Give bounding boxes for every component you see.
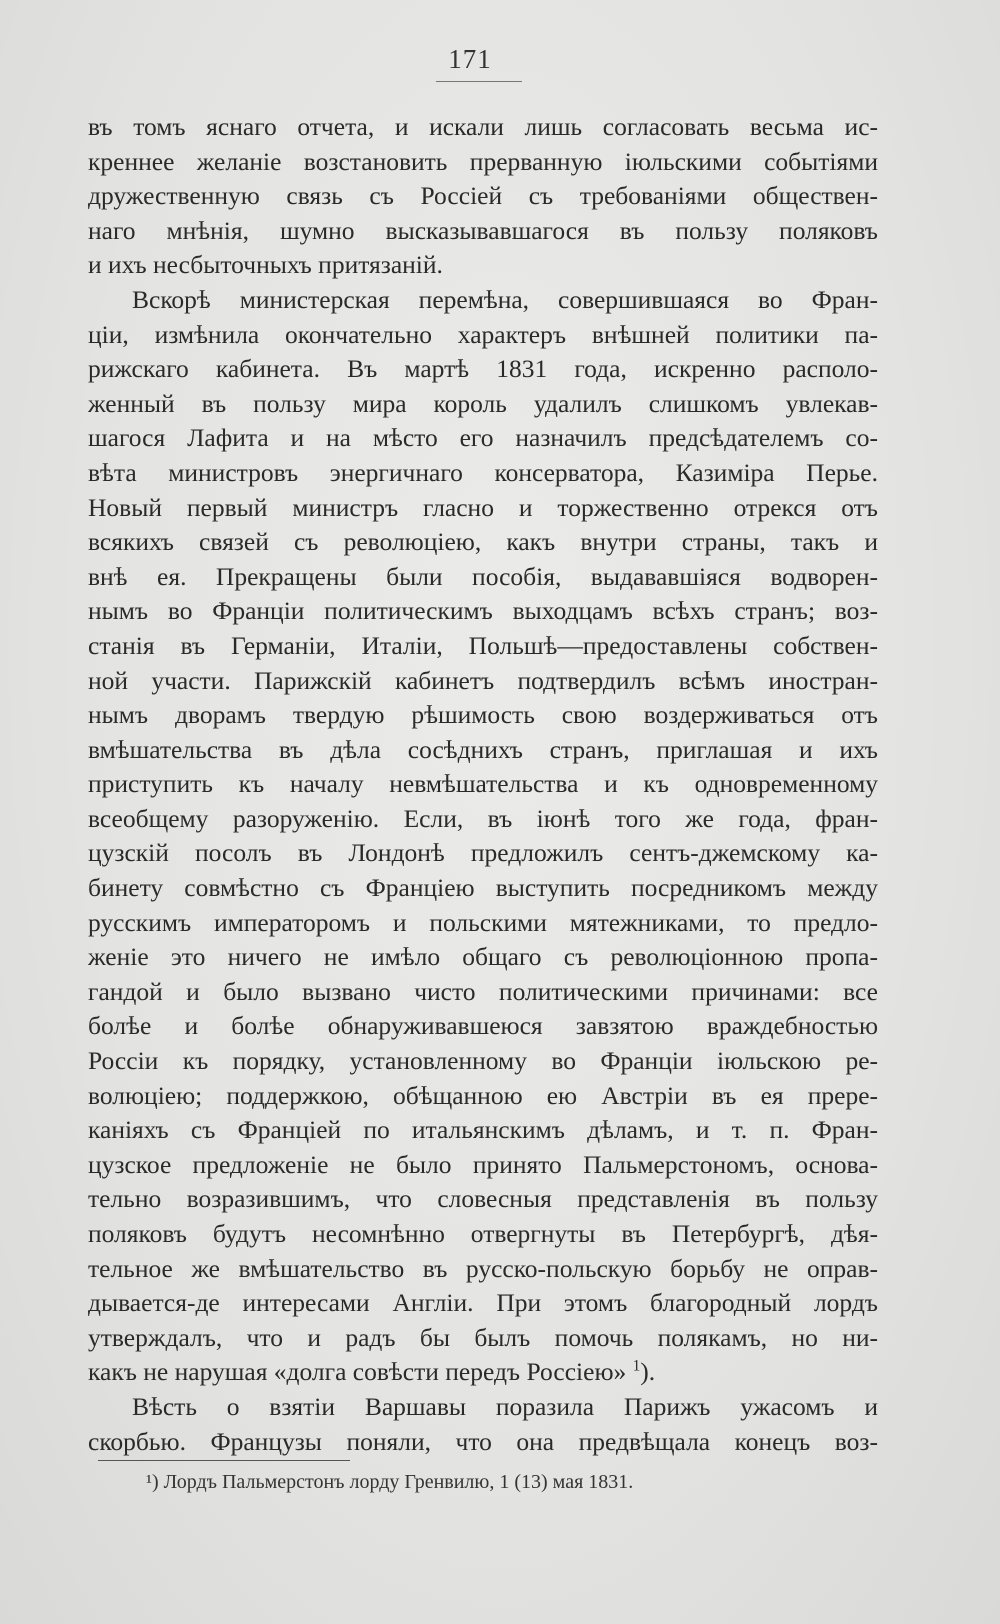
- text-line-content: ной участи. Парижскій кабинетъ подтвердилъ всѣмъ иностран-: [88, 665, 878, 695]
- text-line: [88, 387, 878, 422]
- text-line-content: женный въ пользу мира король удалилъ слишкомъ увлекав-: [88, 388, 878, 418]
- text-line-content: станія въ Германіи, Италіи, Польшѣ—предоставлены собствен-: [88, 630, 878, 660]
- text-line: [88, 1148, 878, 1183]
- text-line: [88, 525, 878, 560]
- text-line: [88, 145, 878, 180]
- text-line-content: женіе это ничего не имѣло общаго съ революціонною пропа-: [88, 942, 878, 972]
- text-line: [88, 802, 878, 837]
- text-line-content: скорбью. Французы поняли, что она предвѣщала конецъ воз-: [88, 1426, 878, 1456]
- text-line: [88, 871, 878, 906]
- text-line: [88, 1009, 878, 1044]
- text-line-content: дывается-де интересами Англіи. При этомъ благородный лордъ: [88, 1288, 878, 1318]
- text-line-content: тельное же вмѣшательство въ русско-польскую борьбу не оправ-: [88, 1253, 878, 1283]
- text-line: [88, 491, 878, 526]
- text-line: [88, 629, 878, 664]
- text-line-content: Россіи къ порядку, установленному во Франціи іюльскою ре-: [88, 1046, 878, 1076]
- footnote-divider: [98, 1460, 350, 1461]
- text-line: [88, 940, 878, 975]
- text-line: [88, 1044, 878, 1079]
- text-line-content: волюціею; поддержкою, обѣщанною ею Австріи въ ея прере-: [88, 1080, 878, 1110]
- text-line-content: Вѣсть о взятіи Варшавы поразила Парижъ ужасомъ и: [132, 1391, 878, 1421]
- text-line-content: цузскій посолъ въ Лондонѣ предложилъ сентъ-джемскому ка-: [88, 838, 878, 868]
- text-line-content: ціи, измѣнила окончательно характеръ внѣшней политики па-: [88, 319, 878, 349]
- text-line: [88, 1286, 878, 1321]
- footnote-text: Лордъ Пальмерстонъ лорду Гренвилю, 1 (13) мая 1831.: [163, 1471, 634, 1493]
- text-line: [88, 1355, 878, 1390]
- text-line-content: бинету совмѣстно съ Франціею выступить посредникомъ между: [88, 873, 878, 903]
- footnote-reference-close: ).: [640, 1357, 656, 1387]
- text-line-content: дружественную связь съ Россіей съ требованіями обществен-: [88, 181, 878, 211]
- text-line-content: Вскорѣ министерская перемѣна, совершившаяся во Фран-: [132, 284, 878, 314]
- text-line-content: какъ не нарушая «долга совѣсти передъ Россіею»: [88, 1357, 627, 1387]
- text-line-content: нымъ во Франціи политическимъ выходцамъ всѣхъ странъ; воз-: [88, 596, 878, 626]
- text-line-content: гандой и было вызвано чисто политическими причинами: все: [88, 976, 878, 1006]
- text-line: [88, 214, 878, 249]
- text-line-content: приступить къ началу невмѣшательства и къ одновременному: [88, 769, 878, 799]
- text-line-content: утверждалъ, что и радъ бы былъ помочь полякамъ, но ни-: [88, 1322, 878, 1352]
- text-line-content: вмѣшательства въ дѣла сосѣднихъ странъ, приглашая и ихъ: [88, 734, 878, 764]
- text-line-content: въ томъ яснаго отчета, и искали лишь согласовать весьма ис-: [88, 112, 878, 141]
- text-line: [88, 248, 878, 283]
- text-line-content: креннее желаніе возстановить прерванную іюльскими событіями: [88, 146, 878, 176]
- text-line: [88, 594, 878, 629]
- text-line: [88, 767, 878, 802]
- text-line: [88, 318, 878, 353]
- page-number-rule: [436, 81, 522, 82]
- text-line: [88, 421, 878, 456]
- text-line: [88, 664, 878, 699]
- text-line: [88, 733, 878, 768]
- text-line-content: нымъ дворамъ твердую рѣшимость свою воздерживаться отъ: [88, 700, 878, 730]
- text-line-content: вѣта министровъ энергичнаго консерватора, Казиміра Перье.: [88, 457, 878, 487]
- text-line: [88, 1425, 878, 1460]
- text-line: [88, 179, 878, 214]
- text-line: [88, 1079, 878, 1114]
- text-line-content: рижскаго кабинета. Въ мартѣ 1831 года, искренно располо-: [88, 354, 878, 384]
- text-line: [88, 698, 878, 733]
- text-line: [88, 975, 878, 1010]
- text-line-content: наго мнѣнія, шумно высказывавшагося въ пользу поляковъ: [88, 215, 878, 245]
- text-line: [88, 1390, 878, 1425]
- text-line: [88, 110, 878, 145]
- text-line-content: внѣ ея. Прекращены были пособія, выдававшіяся водворен-: [88, 561, 878, 591]
- text-line: [88, 1182, 878, 1217]
- text-line: [88, 1113, 878, 1148]
- text-line: [88, 906, 878, 941]
- text-line: [88, 1217, 878, 1252]
- text-line-content: каніяхъ съ Франціей по итальянскимъ дѣламъ, и т. п. Фран-: [88, 1115, 878, 1145]
- footnote-marker: ¹): [146, 1471, 159, 1493]
- text-line-content: шагося Лафита и на мѣсто его назначилъ предсѣдателемъ со-: [88, 423, 878, 453]
- text-line-content: поляковъ будутъ несомнѣнно отвергнуты въ Петербургѣ, дѣя-: [88, 1219, 878, 1248]
- footnote-reference: 1: [632, 1357, 641, 1375]
- text-line: [88, 836, 878, 871]
- text-line: [88, 456, 878, 491]
- text-line: [88, 560, 878, 595]
- text-line: [88, 1252, 878, 1287]
- text-line-content: русскимъ императоромъ и польскими мятежниками, то предло-: [88, 907, 878, 937]
- text-line-content: и ихъ несбыточныхъ притязаній.: [88, 250, 443, 280]
- body-text: [88, 110, 878, 1459]
- text-line-content: болѣе и болѣе обнаруживавшеюся завзятою враждебностью: [88, 1011, 878, 1041]
- text-line: [88, 283, 878, 318]
- text-line-content: всеобщему разоруженію. Если, въ іюнѣ того же года, фран-: [88, 803, 878, 833]
- text-line-content: цузское предложеніе не было принято Пальмерстономъ, основа-: [88, 1149, 878, 1179]
- text-line: [88, 1321, 878, 1356]
- text-line-content: всякихъ связей съ революціею, какъ внутри страны, такъ и: [88, 527, 878, 557]
- page-number: 171: [448, 44, 492, 74]
- text-line: [88, 352, 878, 387]
- text-line-content: Новый первый министръ гласно и торжественно отрекся отъ: [88, 492, 878, 522]
- text-line-content: тельно возразившимъ, что словесныя представленія въ пользу: [88, 1184, 878, 1214]
- footnote: [146, 1468, 633, 1496]
